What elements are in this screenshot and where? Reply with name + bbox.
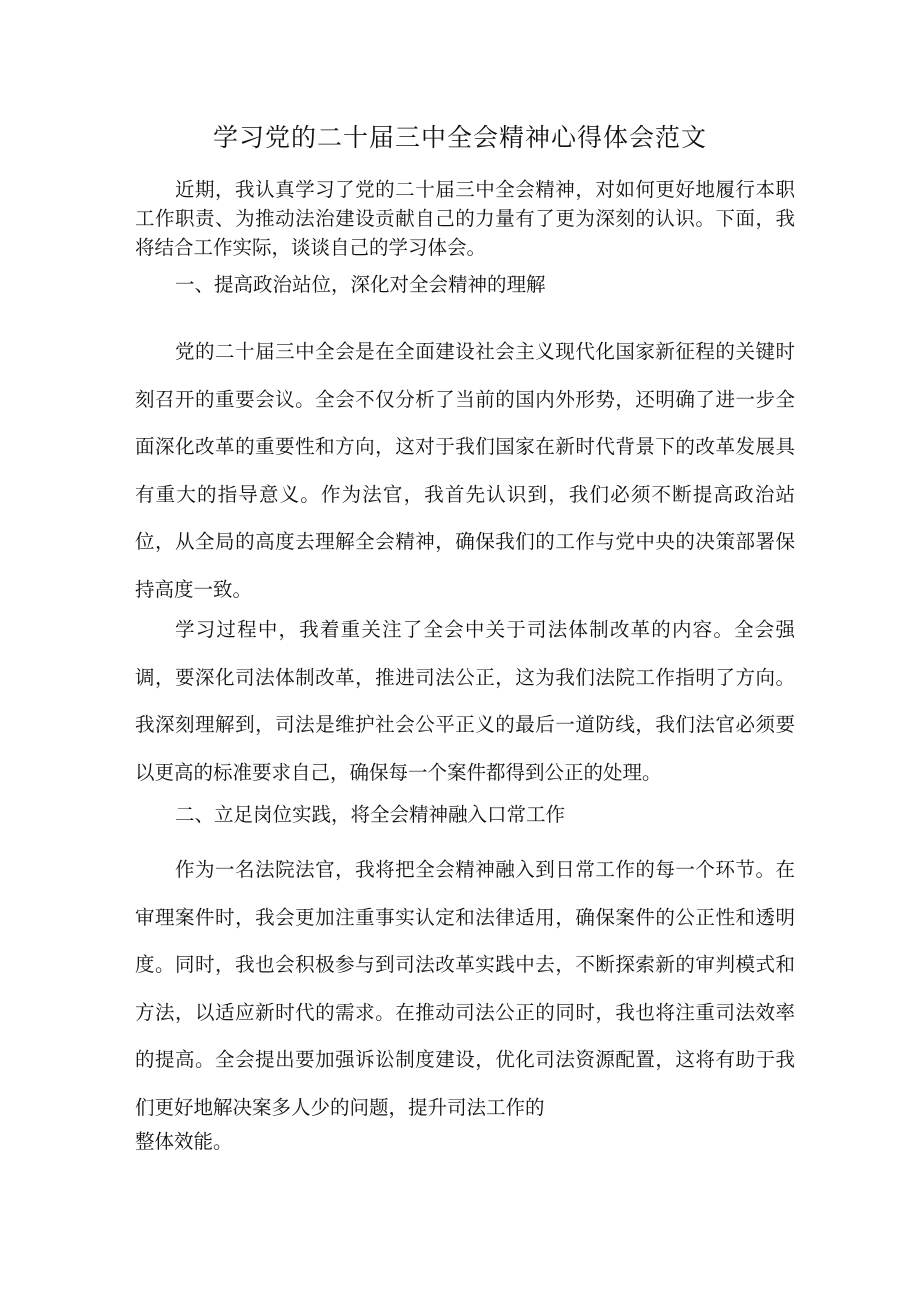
section-1-heading: 一、提高政治站位，深化对全会精神的理解 [175, 273, 546, 296]
section-2-paragraph-1-tail: 整体效能。 [135, 1130, 233, 1153]
intro-paragraph: 近期，我认真学习了党的二十届三中全会精神，对如何更好地履行本职工作职责、为推动法治建设贡献自己的力量有了更为深刻的认识。下面，我将结合工作实际，谈谈自己的学习体会。 [135, 178, 795, 259]
section-1-paragraph-1: 党的二十届三中全会是在全面建设社会主义现代化国家新征程的关键时刻召开的重要会议。全会不仅分析了当前的国内外形势，还明确了进一步全面深化改革的重要性和方向，这对于我们国家在新时代背景下的改革发展具有重大的指导意义。作为法官，我首先认识到，我们必须不断提高政治站位，从全局的高度去理解全会精神，确保我们的工作与党中央的决策部署保持高度一致。 [135, 340, 795, 601]
document-title: 学习党的二十届三中全会精神心得体会范文 [212, 123, 707, 152]
section-1-paragraph-2: 学习过程中，我着重关注了全会中关于司法体制改革的内容。全会强调，要深化司法体制改革，推进司法公正，这为我们法院工作指明了方向。我深刻理解到，司法是维护社会公平正义的最后一道防线，我们法官必须要以更高的标准要求自己，确保每一个案件都得到公正的处理。 [135, 618, 795, 784]
section-2-heading: 二、立足岗位实践，将全会精神融入口常工作 [175, 803, 566, 826]
section-2-paragraph-1: 作为一名法院法官，我将把全会精神融入到日常工作的每一个环节。在审理案件时，我会更加注重事实认定和法律适用，确保案件的公正性和透明度。同时，我也会积极参与到司法改革实践中去，不断探索新的审判模式和方法，以适应新时代的需求。在推动司法公正的同时，我也将注重司法效率的提高。全会提出要加强诉讼制度建设，优化司法资源配置，这将有助于我们更好地解决案多人少的问题，提升司法工作的 [135, 858, 795, 1119]
